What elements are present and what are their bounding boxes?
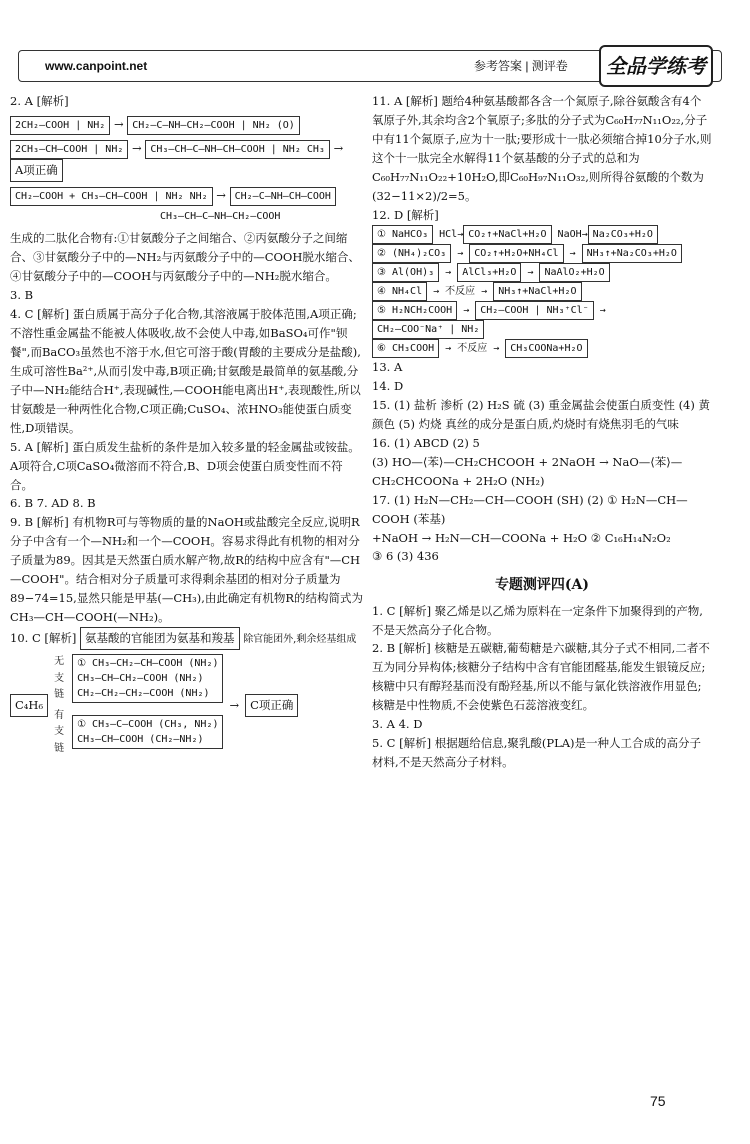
q4: 4. C [解析] 蛋白质属于高分子化合物,其溶液属于胶体范围,A项正确;不溶性重金属盐不能被人体吸收,故不会使人中毒,如BaSO₄可作"钡餐",而BaCO₃虽然也不溶于水,但它可溶于酸(胃酸的主要成分是盐酸),生成可溶性Ba²⁺,从而引发中毒,B项正确;甘氨酸是最简单的氨基酸,分子中—NH₂能结合H⁺,表现碱性,—COOH能电离出H⁺,表现酸性,所以甘氨酸是一种两性化合物,C项正确;CuSO₄、浓HNO₃能使蛋白质变性,D项错误。 [10, 306, 361, 435]
r1-naoh: NaOH [557, 228, 582, 240]
q10-branched-label: 有支链 [54, 709, 65, 754]
reaction-2: ② (NH₄)₂CO₃ → CO₂↑+H₂O+NH₄Cl → NH₃↑+Na₂CO₃+H₂O [372, 244, 712, 263]
q10-b1: ① CH₃—C—COOH (CH₃, NH₂) [77, 719, 219, 731]
q10-arrow-note: 除官能团外,剩余烃基组成 [243, 634, 357, 646]
r4-base-product: NH₃↑+NaCl+H₂O [493, 282, 581, 301]
s1: 1. C [解析] 聚乙烯是以乙烯为原料在一定条件下加聚得到的产物,不是天然高分子化合物。 [372, 603, 703, 637]
q2-r3-product-1: CH₂—C—NH—CH—COOH [230, 187, 336, 206]
q2-r3-product-2: CH₃—CH—C—NH—CH₂—COOH [160, 210, 281, 222]
q10-unbranched-box [72, 654, 223, 703]
r1-hcl: HCl [439, 228, 458, 240]
q2-result: A项正确 [10, 159, 63, 182]
r4-acid-product: 不反应 [445, 285, 476, 297]
q6-8: 6. B 7. AD 8. B [10, 496, 96, 511]
q2-r2-reactant: 2CH₃—CH—COOH | NH₂ [10, 140, 128, 159]
reaction-3: ③ Al(OH)₃ → AlCl₃+H₂O → NaAlO₂+H₂O [372, 263, 712, 282]
page-header [18, 50, 722, 82]
q10-b2: CH₃—CH—COOH (CH₂—NH₂) [77, 734, 204, 746]
section-title: 专题测评四(A) [494, 577, 590, 594]
q10-number: 10. C [解析] [10, 631, 77, 646]
q10-n1: ① CH₃—CH₂—CH—COOH (NH₂) [77, 658, 219, 670]
q12-label: 12. D [解析] [372, 207, 439, 222]
r1-reactant: ① NaHCO₃ [372, 225, 433, 244]
r6-reactant: ⑥ CH₃COOH [372, 339, 439, 358]
r5-acid-product: CH₂—COOH | NH₃⁺Cl⁻ [475, 301, 593, 320]
r2-reactant: ② (NH₄)₂CO₃ [372, 244, 451, 263]
q16: 16. (1) ABCD (2) 5 [372, 435, 480, 450]
r5-base-product: CH₂—COO⁻Na⁺ | NH₂ [372, 320, 484, 339]
q10-branched-box [72, 715, 223, 749]
reaction-1: ① NaHCO₃ HCl→ CO₂↑+NaCl+H₂O NaOH→ Na₂CO₃+H₂O [372, 225, 712, 244]
q5: 5. A [解析] 蛋白质发生盐析的条件是加入较多量的轻金属盐或铵盐。A项符合,C项CaSO₄微溶而不符合,B、D项会使蛋白质变性而不符合。 [10, 439, 360, 492]
reaction-5: ⑤ H₂NCH₂COOH → CH₂—COOH | NH₃⁺Cl⁻ → CH₂—COO⁻Na⁺ | NH₂ [372, 301, 712, 339]
q12-reactions [372, 225, 712, 358]
r6-base-product: CH₃COONa+H₂O [505, 339, 587, 358]
q3: 3. B [10, 287, 34, 302]
reaction-6: ⑥ CH₃COOH → 不反应 → CH₃COONa+H₂O [372, 339, 712, 358]
q2-r1-reactant: 2CH₂—COOH | NH₂ [10, 116, 110, 135]
q10-label [10, 627, 365, 650]
q10-box: 氨基酸的官能团为氨基和羧基 [80, 627, 240, 650]
q2-r2-product: CH₃—CH—C—NH—CH—COOH | NH₂ CH₃ [145, 140, 330, 159]
q10-branched [54, 708, 223, 758]
q17-equation: +NaOH → H₂N—CH—COONa + H₂O ② C₁₆H₁₄N₂O₂ [372, 530, 671, 545]
q9: 9. B [解析] 有机物R可与等物质的量的NaOH或盐酸完全反应,说明R分子中含有一个—NH₂和一个—COOH。容易求得此有机物的相对分子质量为89。因其是天然蛋白质水解产物,故R的结构中应含有"—CH—COOH"。结合相对分子质量可求得剩余基团的相对分子质量为89−74=15,显然只能是甲基(—CH₃),由此确定有机物R的结构简式为CH₃—CH—COOH(—NH₂)。 [10, 515, 364, 625]
q14: 14. D [372, 378, 404, 393]
q2-flow-1: 2CH₂—COOH | NH₂ → CH₂—C—NH—CH₂—COOH | NH₂ (O) [10, 115, 365, 135]
r1-acid-product: CO₂↑+NaCl+H₂O [463, 225, 551, 244]
q15: 15. (1) 盐析 渗析 (2) H₂S 硫 (3) 重金属盐会使蛋白质变性 (4) 黄 颜色 (5) 灼烧 真丝的成分是蛋白质,灼烧时有烧焦羽毛的气味 [372, 397, 711, 431]
q13: 13. A [372, 359, 403, 374]
q2-explanation: 生成的二肽化合物有:①甘氨酸分子之间缩合、②丙氨酸分子之间缩合、③甘氨酸分子中的—NH₂与丙氨酸分子中的—COOH脱水缩合、④甘氨酸分子中的—COOH与丙氨酸分子中的—NH₂脱水缩合。 [10, 230, 360, 283]
r6-acid-product: 不反应 [457, 342, 488, 354]
site-url: www.canpoint.net [45, 59, 148, 73]
q2-flow-2: 2CH₃—CH—COOH | NH₂ → CH₃—CH—C—NH—CH—COOH | NH₂ CH₃ → A项正确 [10, 139, 365, 182]
q10-branches [54, 654, 223, 757]
right-column [372, 92, 712, 772]
q10-formula: C₄H₆ [10, 694, 48, 717]
q2-flow-3: CH₂—COOH + CH₃—CH—COOH | NH₂ NH₂ → CH₂—C—NH—CH—COOH CH₃—CH—C—NH—CH₂—COOH [10, 186, 365, 225]
q2-r3-reactant: CH₂—COOH + CH₃—CH—COOH | NH₂ NH₂ [10, 187, 213, 206]
q16-part3: (3) HO—⟨苯⟩—CH₂CHCOOH + 2NaOH → NaO—⟨苯⟩—CH₂CHCOONa + 2H₂O (NH₂) [372, 454, 683, 488]
q10-n2: CH₃—CH—CH₂—COOH (NH₂) [77, 673, 204, 685]
r1-base-product: Na₂CO₃+H₂O [588, 225, 658, 244]
s2: 2. B [解析] 核糖是五碳糖,葡萄糖是六碳糖,其分子式不相同,二者不互为同分异构体;核糖分子结构中含有官能团醛基,能发生银镜反应;核糖中只有醇羟基而没有酚羟基,所以不能与氯化铁溶液作用显色;核糖是中性物质,不会使紫色石蕊溶液变红。 [372, 641, 710, 713]
q10-n3: CH₂—CH₂—CH₂—COOH (NH₂) [77, 688, 210, 700]
q10-unbranched [54, 654, 223, 704]
q10-result: C项正确 [245, 694, 298, 717]
q11: 11. A [解析] 题给4种氨基酸都各含一个氮原子,除谷氨酸含有4个氧原子外,其余均含2个氧原子;多肽的分子式为C₆₀H₇₇N₁₁O₂₂,分子中有11个氮原子,应为十一肽;要形成十一肽必须缩合掉10分子水,则这个十一肽完全水解得11个氨基酸的分子式的总和为C₆₀H₇₇N₁₁O₂₂+10H₂O,即C₆₀H₉₇N₁₁O₃₂,则所得谷氨酸的个数为(32−11×2)/2=5。 [372, 94, 712, 203]
q17-part3: ③ 6 (3) 436 [372, 549, 439, 564]
r3-reactant: ③ Al(OH)₃ [372, 263, 439, 282]
section-tab: 参考答案 | 测评卷 [474, 59, 568, 73]
r5-reactant: ⑤ H₂NCH₂COOH [372, 301, 457, 320]
r3-base-product: NaAlO₂+H₂O [539, 263, 609, 282]
r4-reactant: ④ NH₄Cl [372, 282, 427, 301]
q10-tree: C₄H₆ 无支链 ① CH₃—CH₂—CH—COOH (NH₂) CH₃—CH—CH₂—COOH (NH₂) CH₂—CH₂—CH₂—COOH (NH₂) 有支链 ① CH₃—C—COOH (CH₃, NH₂) CH₃—CH—COOH (CH₂—NH₂) → C项正确 [10, 654, 365, 757]
r2-acid-product: CO₂↑+H₂O+NH₄Cl [469, 244, 563, 263]
q2-r1-product: CH₂—C—NH—CH₂—COOH | NH₂ (O) [127, 116, 300, 135]
r3-acid-product: AlCl₃+H₂O [457, 263, 521, 282]
q2-label: 2. A [解析] [10, 94, 69, 108]
brand-logo: 全品学练考 [599, 45, 713, 87]
s5: 5. C [解析] 根据题给信息,聚乳酸(PLA)是一种人工合成的高分子材料,不是天然高分子材料。 [372, 736, 702, 770]
s3-4: 3. A 4. D [372, 717, 423, 732]
reaction-4: ④ NH₄Cl → 不反应 → NH₃↑+NaCl+H₂O [372, 282, 712, 301]
page-number: 75 [650, 1093, 666, 1109]
q17: 17. (1) H₂N—CH₂—CH—COOH (SH) (2) ① H₂N—CH—COOH (苯基) [372, 492, 688, 526]
q10-unbranched-label: 无支链 [54, 656, 65, 701]
r2-base-product: NH₃↑+Na₂CO₃+H₂O [582, 244, 682, 263]
left-column [10, 92, 365, 761]
